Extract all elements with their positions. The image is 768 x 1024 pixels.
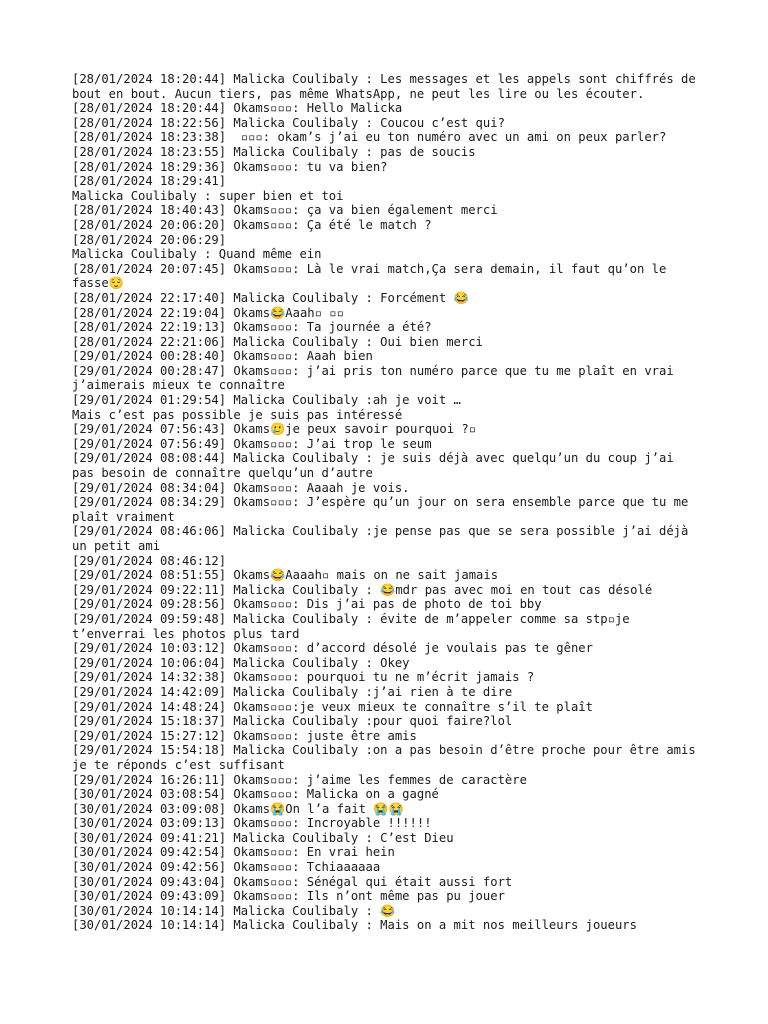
chat-line: [30/01/2024 03:08:54] Okams▫▫▫: Malicka on a gagné [72, 787, 439, 802]
chat-line: [29/01/2024 00:28:40] Okams▫▫▫: Aaah bien [72, 349, 373, 364]
chat-line: [28/01/2024 20:06:29] [72, 232, 227, 247]
chat-line: [30/01/2024 03:09:08] Okams😭On l’a fait 😭😭 [72, 801, 404, 816]
chat-line: [29/01/2024 14:42:09] Malicka Coulibaly :j’ai rien à te dire [72, 684, 513, 699]
chat-line: [28/01/2024 18:20:44] Malicka Coulibaly : Les messages et les appels sont chiffrés de bout en bout. Aucun tiers, pas même WhatsApp, ne peut les lire ou les écouter. [72, 72, 704, 101]
chat-line: [28/01/2024 18:23:55] Malicka Coulibaly : pas de soucis [72, 144, 476, 159]
chat-line: [28/01/2024 18:20:44] Okams▫▫▫: Hello Malicka [72, 101, 403, 116]
chat-line: [29/01/2024 07:56:49] Okams▫▫▫: J’ai trop le seum [72, 436, 432, 451]
chat-line: [29/01/2024 08:34:29] Okams▫▫▫: J’espère qu’un jour on sera ensemble parce que tu me plaît vraiment [72, 495, 696, 524]
chat-line: [29/01/2024 09:22:11] Malicka Coulibaly : 😂mdr pas avec moi en tout cas désolé [72, 582, 653, 597]
chat-line: [29/01/2024 01:29:54] Malicka Coulibaly :ah je voit … [72, 393, 461, 408]
chat-line: [28/01/2024 18:23:38] ▫▫▫: okam’s j’ai eu ton numéro avec un ami on peux parler? [72, 130, 667, 145]
chat-line: [30/01/2024 09:43:09] Okams▫▫▫: Ils n’ont même pas pu jouer [72, 889, 505, 904]
chat-line: [30/01/2024 09:42:56] Okams▫▫▫: Tchiaaaaaa [72, 860, 381, 875]
chat-line: [28/01/2024 20:06:20] Okams▫▫▫: Ça été le match ? [72, 217, 432, 232]
chat-line: [29/01/2024 10:03:12] Okams▫▫▫: d’accord désolé je voulais pas te gêner [72, 641, 593, 656]
chat-line: [29/01/2024 14:48:24] Okams▫▫▫:je veux mieux te connaître s’il te plaît [72, 699, 593, 714]
chat-line: [29/01/2024 00:28:47] Okams▫▫▫: j’ai pris ton numéro parce que tu me plaît en vrai j’aimerais mieux te connaître [72, 363, 682, 393]
chat-line: [30/01/2024 03:09:13] Okams▫▫▫: Incroyable !!!!!! [72, 816, 432, 831]
chat-line: [28/01/2024 20:07:45] Okams▫▫▫: Là le vrai match,Ça sera demain, il faut qu’on le fasse😌 [72, 261, 674, 291]
chat-line: [29/01/2024 07:56:43] Okams🥲je peux savoir pourquoi ?▫ [72, 422, 477, 437]
chat-line: Mais c’est pas possible je suis pas intéressé [72, 407, 403, 422]
chat-line: [28/01/2024 18:29:36] Okams▫▫▫: tu va bien? [72, 159, 388, 174]
chat-line: Malicka Coulibaly : super bien et toi [72, 188, 344, 203]
chat-line: [28/01/2024 22:21:06] Malicka Coulibaly : Oui bien merci [72, 334, 483, 349]
chat-line: [28/01/2024 22:17:40] Malicka Coulibaly : Forcément 😂 [72, 290, 469, 305]
chat-line: [30/01/2024 10:14:14] Malicka Coulibaly : Mais on a mit nos meilleurs joueurs [72, 918, 637, 933]
chat-line: [29/01/2024 09:28:56] Okams▫▫▫: Dis j’ai pas de photo de toi bby [72, 597, 542, 612]
chat-line: [30/01/2024 09:42:54] Okams▫▫▫: En vrai hein [72, 845, 395, 860]
chat-line: [28/01/2024 22:19:13] Okams▫▫▫: Ta journée a été? [72, 320, 432, 335]
chat-line: Malicka Coulibaly : Quand même ein [72, 247, 322, 262]
chat-line: [29/01/2024 08:46:06] Malicka Coulibaly :je pense pas que se sera possible j’ai déjà un petit ami [72, 524, 696, 553]
chat-line: [29/01/2024 14:32:38] Okams▫▫▫: pourquoi tu ne m’écrit jamais ? [72, 670, 535, 685]
chat-line: [28/01/2024 18:22:56] Malicka Coulibaly : Coucou c’est qui? [72, 115, 505, 130]
chat-line: [30/01/2024 09:43:04] Okams▫▫▫: Sénégal qui était aussi fort [72, 874, 513, 889]
chat-line: [29/01/2024 09:59:48] Malicka Coulibaly : évite de m’appeler comme sa stp▫je t’enverrai les photos plus tard [72, 611, 637, 641]
chat-line: [29/01/2024 10:06:04] Malicka Coulibaly : Okey [72, 655, 410, 670]
chat-line: [29/01/2024 08:46:12] [72, 553, 227, 568]
chat-line: [29/01/2024 08:34:04] Okams▫▫▫: Aaaah je vois. [72, 480, 410, 495]
chat-line: [29/01/2024 08:08:44] Malicka Coulibaly : je suis déjà avec quelqu’un du coup j’ai pas besoin de connaître quelqu’un d’autre [72, 451, 682, 481]
chat-line: [28/01/2024 22:19:04] Okams😂Aaah▫ ▫▫ [72, 305, 344, 320]
chat-line: [30/01/2024 10:14:14] Malicka Coulibaly : 😂 [72, 903, 396, 918]
chat-line: [29/01/2024 15:18:37] Malicka Coulibaly :pour quoi faire?lol [72, 714, 513, 729]
chat-transcript [72, 72, 704, 933]
chat-line: [29/01/2024 15:27:12] Okams▫▫▫: juste être amis [72, 728, 417, 743]
chat-line: [29/01/2024 08:51:55] Okams😂Aaaah▫ mais on ne sait jamais [72, 568, 499, 583]
chat-line: [30/01/2024 09:41:21] Malicka Coulibaly : C’est Dieu [72, 830, 454, 845]
chat-line: [28/01/2024 18:40:43] Okams▫▫▫: ça va bien également merci [72, 203, 498, 218]
chat-line: [29/01/2024 16:26:11] Okams▫▫▫: j’aime les femmes de caractère [72, 772, 527, 787]
chat-line: [29/01/2024 15:54:18] Malicka Coulibaly :on a pas besoin d’être proche pour être amis je te réponds c’est suffisant [72, 743, 704, 772]
chat-line: [28/01/2024 18:29:41] [72, 174, 227, 189]
